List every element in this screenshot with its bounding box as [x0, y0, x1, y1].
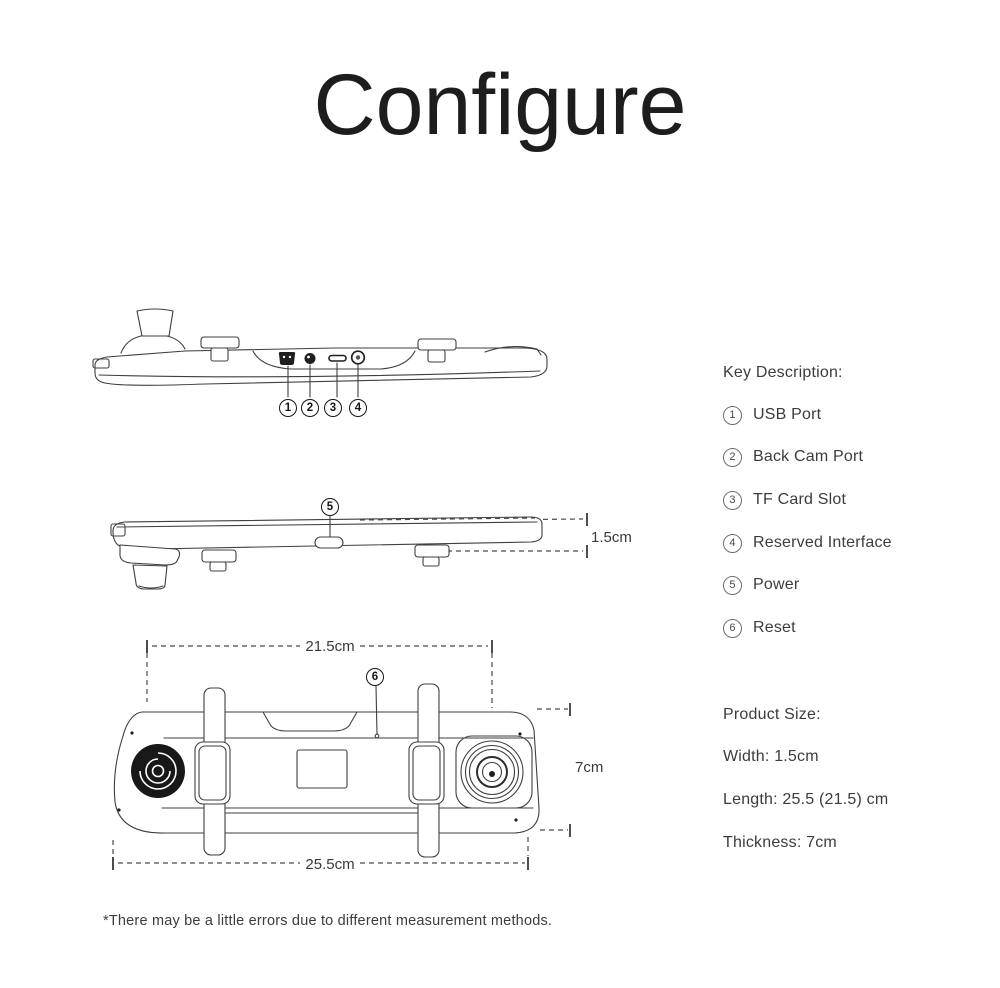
usb-port: [279, 352, 296, 365]
screw: [518, 732, 521, 735]
product-size-width: Width: 1.5cm: [723, 748, 819, 765]
tf-card-slot: [329, 356, 346, 362]
key-num-3: 3: [723, 491, 742, 510]
key-item-usb-port: [723, 405, 821, 425]
key-item-reserved-interface: [723, 533, 892, 553]
height-dimension-label: 7cm: [575, 759, 604, 776]
key-label: Reserved Interface: [753, 534, 892, 551]
product-size-length: Length: 25.5 (21.5) cm: [723, 791, 889, 808]
measurement-footnote: *There may be a little errors due to different measurement methods.: [103, 913, 553, 929]
key-description-heading: Key Description:: [723, 364, 843, 381]
rear-camera-lens: [456, 736, 532, 808]
page-title: Configure: [313, 57, 687, 153]
callout-5: 5: [321, 498, 339, 516]
callout-line: [376, 686, 377, 734]
reserved-interface-hole: [352, 351, 365, 364]
product-size-thickness: Thickness: 7cm: [723, 834, 837, 851]
key-label: TF Card Slot: [753, 491, 847, 508]
strap-left: [195, 688, 230, 855]
key-num-2: 2: [723, 448, 742, 467]
back-cam-port: [305, 353, 316, 364]
screw: [514, 818, 517, 821]
key-item-power: [723, 575, 799, 595]
dimension-height: [537, 703, 570, 837]
mount-clip: [418, 339, 456, 362]
key-num-6: 6: [723, 619, 742, 638]
buckle: [195, 742, 230, 804]
key-item-back-cam-port: [723, 447, 863, 467]
screw: [130, 731, 133, 734]
key-item-reset: [723, 618, 796, 638]
mount-plate-notch: [263, 712, 357, 731]
front-camera-lens: [120, 545, 180, 589]
product-size-heading: Product Size:: [723, 706, 821, 723]
mirror-body-top-view: [93, 347, 547, 386]
front-camera-knob: [121, 309, 185, 353]
strap-right: [409, 684, 444, 857]
key-label: Reset: [753, 619, 796, 636]
callout-6: 6: [366, 668, 384, 686]
key-label: USB Port: [753, 406, 822, 423]
mount-clip: [415, 545, 449, 566]
thickness-dimension-label: 1.5cm: [591, 529, 632, 546]
callout-2: 2: [301, 399, 319, 417]
outer-length-dimension-label: 25.5cm: [305, 856, 355, 873]
key-label: Power: [753, 576, 800, 593]
callout-1: 1: [279, 399, 297, 417]
speaker: [131, 744, 185, 798]
callout-3: 3: [324, 399, 342, 417]
callout-lines: [288, 363, 358, 397]
buckle: [409, 742, 444, 804]
screw: [117, 808, 120, 811]
side-view-drawing: [105, 493, 605, 608]
key-num-5: 5: [723, 576, 742, 595]
inner-length-dimension-label: 21.5cm: [305, 638, 355, 655]
mount-clip: [201, 337, 239, 361]
mount-clip: [202, 550, 236, 571]
back-view-drawing: [100, 630, 600, 880]
top-view-drawing: [85, 295, 555, 425]
key-item-tf-card-slot: [723, 490, 846, 510]
key-num-4: 4: [723, 534, 742, 553]
key-num-1: 1: [723, 406, 742, 425]
info-sticker: [297, 750, 347, 788]
callout-4: 4: [349, 399, 367, 417]
key-label: Back Cam Port: [753, 448, 864, 465]
